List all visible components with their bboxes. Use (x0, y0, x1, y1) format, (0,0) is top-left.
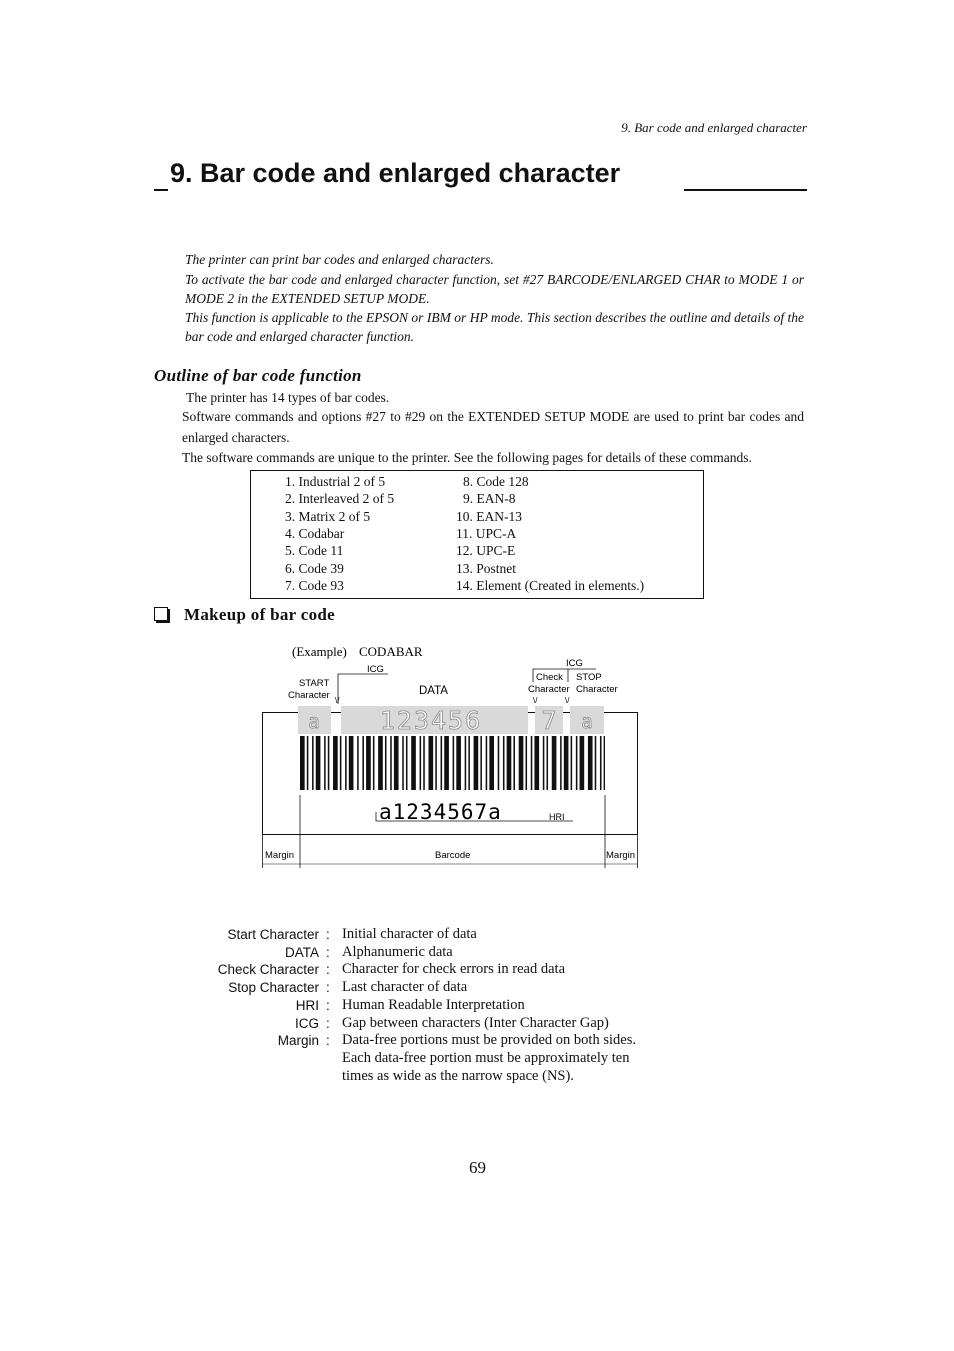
definition-description: times as wide as the narrow space (NS). (342, 1067, 574, 1084)
barcode-bar (420, 736, 422, 790)
barcode-bar (564, 736, 569, 790)
barcode-bar (576, 736, 578, 790)
check-char: 7 (541, 706, 557, 735)
barcode-bar (366, 736, 371, 790)
barcode-bar (411, 736, 416, 790)
icg-left-label: ICG (367, 664, 384, 675)
barcode-bar (531, 736, 533, 790)
title-rule-right (684, 189, 807, 191)
barcode-bar (519, 736, 524, 790)
barcode-bar (307, 736, 309, 790)
barcode-bar (444, 736, 449, 790)
code-type-item: 7. Code 93 (285, 578, 344, 593)
checkbox-bullet-icon (154, 607, 168, 621)
barcode-bar (328, 736, 330, 790)
barcode-bar (543, 736, 545, 790)
stop-label-line1: STOP (576, 672, 602, 683)
barcode-bar (357, 736, 359, 790)
example-code: CODABAR (359, 644, 423, 659)
barcode-bar (340, 736, 342, 790)
definition-term: HRI (295, 997, 319, 1013)
barcode-bar (552, 736, 557, 790)
stop-char: a (581, 711, 593, 733)
icg-left-bracket (338, 674, 388, 704)
check-pointer-icon: \/ (533, 696, 538, 705)
barcode-bar (345, 736, 347, 790)
definition-colon: : (326, 980, 330, 996)
definition-term: DATA (284, 944, 319, 960)
page-number: 69 (469, 1158, 486, 1177)
definition-term: Margin (277, 1033, 319, 1049)
definition-description: Initial character of data (342, 926, 477, 942)
code-type-item: 4. Codabar (285, 526, 345, 541)
running-head: 9. Bar code and enlarged character (621, 120, 807, 135)
code-type-item: 2. Interleaved 2 of 5 (285, 491, 395, 506)
barcode-bar (571, 736, 573, 790)
barcode-bar (406, 736, 408, 790)
barcode-bar (385, 736, 387, 790)
barcode-bar (526, 736, 528, 790)
start-label-line2: Character (288, 690, 330, 701)
outline-line-2: Software commands and options #27 to #29 on the EXTENDED SETUP MODE are used to print bar codes and enlarged characters. (182, 409, 804, 445)
barcode-bar (534, 736, 539, 790)
barcode-bar (507, 736, 512, 790)
definition-colon: : (326, 944, 330, 960)
stop-pointer-icon: \/ (565, 696, 570, 705)
barcode-bar (349, 736, 354, 790)
makeup-heading (154, 605, 335, 625)
check-label-line2: Character (528, 684, 570, 695)
barcode-bar (373, 736, 375, 790)
intro-paragraph-2: To activate the bar code and enlarged character function, set #27 BARCODE/ENLARGED CHAR to MODE 1 or MODE 2 in the EXTENDED SETUP MODE. (185, 272, 804, 306)
definition-description: Each data-free portion must be approximately ten (342, 1049, 630, 1066)
code-type-item: 6. Code 39 (285, 561, 344, 576)
barcode-bar (465, 736, 467, 790)
barcode-bar (441, 736, 443, 790)
check-label-line1: Check (536, 672, 563, 683)
barcode-bar (547, 736, 549, 790)
outline-line-3: The software commands are unique to the printer. See the following pages for details of these commands. (182, 450, 752, 465)
barcode-bar (600, 736, 602, 790)
barcode-bar (423, 736, 425, 790)
barcode-bar (513, 736, 515, 790)
definition-description: Gap between characters (Inter Character Gap) (342, 1014, 609, 1031)
code-type-item: 1. Industrial 2 of 5 (285, 474, 386, 489)
code-type-item: 3. Matrix 2 of 5 (285, 509, 371, 524)
code-type-item: 10. EAN-13 (456, 509, 522, 524)
hri-label: HRI (549, 812, 565, 822)
barcode-bar (474, 736, 479, 790)
code-type-item: 5. Code 11 (285, 543, 344, 558)
hri-text: a1234567a (379, 800, 502, 824)
example-label: (Example) (292, 644, 347, 659)
code-type-item: 12. UPC-E (456, 543, 516, 558)
barcode-bar (456, 736, 461, 790)
intro-paragraph-1: The printer can print bar codes and enlarged characters. (185, 252, 494, 267)
barcode-bar (378, 736, 383, 790)
barcode-bar (435, 736, 437, 790)
barcode-bar (503, 736, 505, 790)
definition-colon: : (326, 997, 330, 1013)
data-chars: 123456 (379, 706, 483, 735)
definitions-list (0, 926, 954, 1096)
code-type-item: 9. EAN-8 (463, 491, 516, 506)
barcode-bar (580, 736, 585, 790)
intro-paragraph-3: This function is applicable to the EPSON or IBM or HP mode. This section describes the outline and details of the bar code and enlarged character function. (185, 310, 804, 344)
stop-label-line2: Character (576, 684, 618, 695)
definition-description: Human Readable Interpretation (342, 996, 525, 1013)
chapter-title: 9. Bar code and enlarged character (170, 158, 621, 188)
title-rule-left (154, 189, 168, 191)
barcode-bar (453, 736, 455, 790)
definition-description: Data-free portions must be provided on both sides. (342, 1032, 636, 1049)
definition-colon: : (326, 1033, 330, 1049)
outline-heading: Outline of bar code function (154, 366, 362, 385)
code-type-item: 11. UPC-A (456, 526, 517, 541)
start-pointer-icon: \/ (335, 696, 340, 705)
code-type-item: 13. Postnet (456, 561, 517, 576)
barcode-bar (333, 736, 338, 790)
barcode-bar (486, 736, 488, 790)
barcode-bar (300, 736, 305, 790)
start-label-line1: START (299, 678, 330, 689)
barcode-bar (402, 736, 404, 790)
code-type-item: 14. Element (Created in elements.) (456, 578, 645, 593)
margin-left-label: Margin (265, 850, 295, 861)
definition-description: Alphanumeric data (342, 943, 453, 960)
barcode-makeup-diagram (255, 640, 645, 872)
definition-colon: : (326, 962, 330, 978)
definition-description: Character for check errors in read data (342, 961, 566, 978)
margin-right-label: Margin (606, 850, 636, 861)
icg-right-label: ICG (566, 658, 583, 669)
barcode-bar (489, 736, 494, 790)
outline-line-1: The printer has 14 types of bar codes. (186, 390, 390, 405)
definition-term: Start Character (227, 927, 319, 942)
definition-term: Check Character (217, 962, 319, 978)
barcode-bar (312, 736, 314, 790)
barcode-bar (560, 736, 562, 790)
barcode-bar (390, 736, 392, 790)
barcode-bar (316, 736, 321, 790)
definition-term: ICG (294, 1015, 319, 1031)
barcode-bar (498, 736, 500, 790)
barcode-label: Barcode (435, 850, 471, 861)
barcode-bar (362, 736, 364, 790)
barcode-bar (480, 736, 482, 790)
barcode-bars (300, 736, 605, 790)
start-char: a (308, 711, 320, 733)
barcode-bar (429, 736, 434, 790)
barcode-bar (324, 736, 326, 790)
code-type-item: 8. Code 128 (463, 474, 529, 489)
barcode-bar (588, 736, 593, 790)
barcode-bar (468, 736, 470, 790)
data-label: DATA (419, 685, 448, 697)
barcode-bar (604, 736, 605, 790)
bar-code-types-box (250, 470, 704, 599)
definition-term: Stop Character (228, 980, 319, 996)
definition-colon: : (326, 1015, 330, 1031)
makeup-heading-label: Makeup of bar code (184, 605, 336, 624)
definition-colon: : (326, 927, 330, 942)
barcode-bar (394, 736, 399, 790)
definition-description: Last character of data (342, 979, 468, 996)
barcode-bar (595, 736, 597, 790)
